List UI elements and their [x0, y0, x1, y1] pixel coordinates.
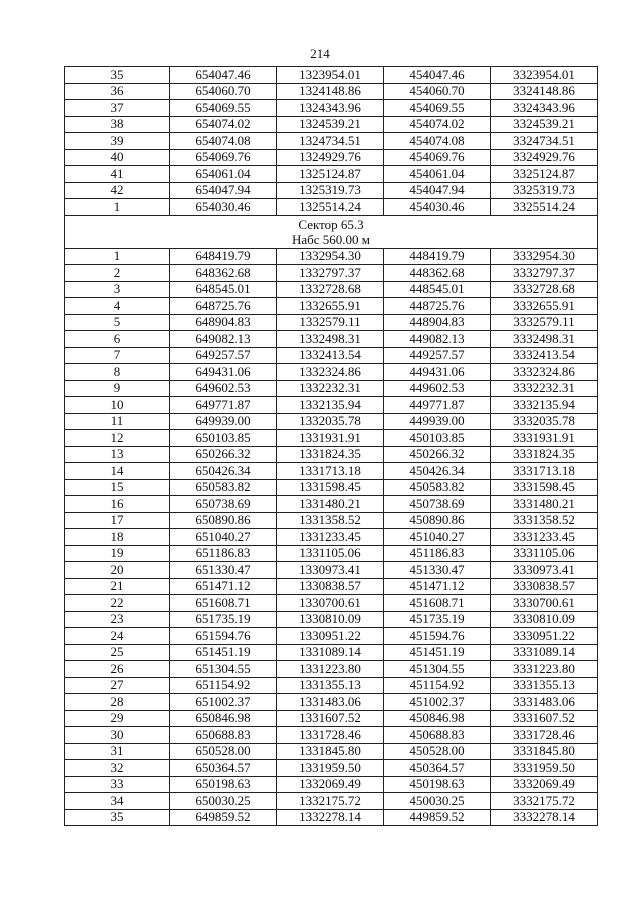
table-row [65, 743, 598, 760]
coordinates-table-bottom [65, 248, 598, 826]
x-coordinate-cell: 650198.63 [170, 776, 277, 793]
x-local-cell: 454047.46 [384, 67, 491, 84]
y-local-cell: 3330951.22 [491, 628, 598, 645]
y-coordinate-cell: 1331845.80 [277, 743, 384, 760]
x-coordinate-cell: 648725.76 [170, 298, 277, 315]
x-local-cell: 450266.32 [384, 446, 491, 463]
x-local-cell: 450426.34 [384, 463, 491, 480]
x-coordinate-cell: 654030.46 [170, 199, 277, 216]
x-coordinate-cell: 650364.57 [170, 760, 277, 777]
table-row [65, 314, 598, 331]
x-local-cell: 451304.55 [384, 661, 491, 678]
x-coordinate-cell: 649939.00 [170, 413, 277, 430]
point-number-cell: 32 [65, 760, 170, 777]
section-header-cell [65, 215, 598, 248]
y-coordinate-cell: 1332175.72 [277, 793, 384, 810]
y-local-cell: 3325124.87 [491, 166, 598, 183]
point-number-cell: 10 [65, 397, 170, 414]
table-row [65, 166, 598, 183]
point-number-cell: 37 [65, 100, 170, 117]
table-row [65, 347, 598, 364]
table-row [65, 248, 598, 265]
x-local-cell: 450738.69 [384, 496, 491, 513]
y-coordinate-cell: 1332278.14 [277, 809, 384, 826]
point-number-cell: 20 [65, 562, 170, 579]
x-local-cell: 450583.82 [384, 479, 491, 496]
x-local-cell: 451471.12 [384, 578, 491, 595]
point-number-cell: 24 [65, 628, 170, 645]
x-local-cell: 450528.00 [384, 743, 491, 760]
x-coordinate-cell: 651608.71 [170, 595, 277, 612]
point-number-cell: 34 [65, 793, 170, 810]
y-coordinate-cell: 1331824.35 [277, 446, 384, 463]
table-row [65, 364, 598, 381]
table-row [65, 281, 598, 298]
point-number-cell: 15 [65, 479, 170, 496]
x-local-cell: 451040.27 [384, 529, 491, 546]
y-coordinate-cell: 1331480.21 [277, 496, 384, 513]
y-coordinate-cell: 1332232.31 [277, 380, 384, 397]
y-coordinate-cell: 1332035.78 [277, 413, 384, 430]
y-coordinate-cell: 1330700.61 [277, 595, 384, 612]
y-local-cell: 3332797.37 [491, 265, 598, 282]
x-coordinate-cell: 651040.27 [170, 529, 277, 546]
point-number-cell: 39 [65, 133, 170, 150]
point-number-cell: 23 [65, 611, 170, 628]
point-number-cell: 3 [65, 281, 170, 298]
y-local-cell: 3332175.72 [491, 793, 598, 810]
point-number-cell: 41 [65, 166, 170, 183]
point-number-cell: 35 [65, 809, 170, 826]
y-coordinate-cell: 1325514.24 [277, 199, 384, 216]
y-local-cell: 3332069.49 [491, 776, 598, 793]
point-number-cell: 9 [65, 380, 170, 397]
y-coordinate-cell: 1331355.13 [277, 677, 384, 694]
point-number-cell: 18 [65, 529, 170, 546]
table-row [65, 578, 598, 595]
table-row [65, 397, 598, 414]
y-local-cell: 3331233.45 [491, 529, 598, 546]
y-coordinate-cell: 1324343.96 [277, 100, 384, 117]
y-local-cell: 3331105.06 [491, 545, 598, 562]
y-coordinate-cell: 1331931.91 [277, 430, 384, 447]
y-coordinate-cell: 1332728.68 [277, 281, 384, 298]
point-number-cell: 7 [65, 347, 170, 364]
x-local-cell: 449431.06 [384, 364, 491, 381]
x-coordinate-cell: 651594.76 [170, 628, 277, 645]
point-number-cell: 29 [65, 710, 170, 727]
y-local-cell: 3324148.86 [491, 83, 598, 100]
y-coordinate-cell: 1330951.22 [277, 628, 384, 645]
table-row [65, 710, 598, 727]
x-local-cell: 450688.83 [384, 727, 491, 744]
x-local-cell: 449602.53 [384, 380, 491, 397]
point-number-cell: 1 [65, 199, 170, 216]
x-coordinate-cell: 651735.19 [170, 611, 277, 628]
x-coordinate-cell: 650266.32 [170, 446, 277, 463]
table-row [65, 545, 598, 562]
y-local-cell: 3331223.80 [491, 661, 598, 678]
x-coordinate-cell: 650688.83 [170, 727, 277, 744]
x-local-cell: 450030.25 [384, 793, 491, 810]
table-row [65, 430, 598, 447]
y-coordinate-cell: 1331358.52 [277, 512, 384, 529]
table-row [65, 595, 598, 612]
y-local-cell: 3325514.24 [491, 199, 598, 216]
y-local-cell: 3331607.52 [491, 710, 598, 727]
point-number-cell: 26 [65, 661, 170, 678]
point-number-cell: 31 [65, 743, 170, 760]
x-coordinate-cell: 654060.70 [170, 83, 277, 100]
y-local-cell: 3332278.14 [491, 809, 598, 826]
section-subtitle: Набс 560.00 м [291, 231, 371, 247]
page-number: 214 [310, 46, 330, 61]
y-coordinate-cell: 1331105.06 [277, 545, 384, 562]
x-coordinate-cell: 654069.76 [170, 149, 277, 166]
x-local-cell: 454060.70 [384, 83, 491, 100]
point-number-cell: 13 [65, 446, 170, 463]
x-local-cell: 449257.57 [384, 347, 491, 364]
y-coordinate-cell: 1325124.87 [277, 166, 384, 183]
point-number-cell: 16 [65, 496, 170, 513]
y-local-cell: 3330810.09 [491, 611, 598, 628]
y-local-cell: 3332035.78 [491, 413, 598, 430]
y-coordinate-cell: 1324539.21 [277, 116, 384, 133]
point-number-cell: 28 [65, 694, 170, 711]
point-number-cell: 14 [65, 463, 170, 480]
y-local-cell: 3331480.21 [491, 496, 598, 513]
table-row [65, 644, 598, 661]
y-coordinate-cell: 1331598.45 [277, 479, 384, 496]
x-local-cell: 454030.46 [384, 199, 491, 216]
x-local-cell: 448725.76 [384, 298, 491, 315]
y-coordinate-cell: 1332797.37 [277, 265, 384, 282]
point-number-cell: 21 [65, 578, 170, 595]
table-row [65, 149, 598, 166]
x-coordinate-cell: 650890.86 [170, 512, 277, 529]
y-coordinate-cell: 1331233.45 [277, 529, 384, 546]
x-coordinate-cell: 650846.98 [170, 710, 277, 727]
x-local-cell: 451154.92 [384, 677, 491, 694]
table-row [65, 496, 598, 513]
y-local-cell: 3332413.54 [491, 347, 598, 364]
point-number-cell: 40 [65, 149, 170, 166]
point-number-cell: 2 [65, 265, 170, 282]
section-title: Сектор 65.3 [298, 216, 364, 232]
y-local-cell: 3331728.46 [491, 727, 598, 744]
point-number-cell: 17 [65, 512, 170, 529]
x-local-cell: 451451.19 [384, 644, 491, 661]
table-row [65, 331, 598, 348]
y-local-cell: 3332498.31 [491, 331, 598, 348]
table-row [65, 512, 598, 529]
x-coordinate-cell: 654074.08 [170, 133, 277, 150]
y-coordinate-cell: 1332135.94 [277, 397, 384, 414]
y-local-cell: 3331089.14 [491, 644, 598, 661]
table-row [65, 760, 598, 777]
x-coordinate-cell: 648362.68 [170, 265, 277, 282]
y-local-cell: 3332655.91 [491, 298, 598, 315]
y-local-cell: 3324539.21 [491, 116, 598, 133]
x-coordinate-cell: 650738.69 [170, 496, 277, 513]
x-local-cell: 450103.85 [384, 430, 491, 447]
table-row [65, 661, 598, 678]
x-local-cell: 451186.83 [384, 545, 491, 562]
x-coordinate-cell: 651304.55 [170, 661, 277, 678]
y-local-cell: 3331824.35 [491, 446, 598, 463]
x-local-cell: 451330.47 [384, 562, 491, 579]
y-coordinate-cell: 1331607.52 [277, 710, 384, 727]
x-coordinate-cell: 651330.47 [170, 562, 277, 579]
y-coordinate-cell: 1331959.50 [277, 760, 384, 777]
y-coordinate-cell: 1330810.09 [277, 611, 384, 628]
x-local-cell: 451608.71 [384, 595, 491, 612]
point-number-cell: 19 [65, 545, 170, 562]
point-number-cell: 42 [65, 182, 170, 199]
coordinates-table-top [65, 67, 598, 216]
y-coordinate-cell: 1331089.14 [277, 644, 384, 661]
y-local-cell: 3332954.30 [491, 248, 598, 265]
table-row [65, 116, 598, 133]
table-row [65, 67, 598, 84]
point-number-cell: 1 [65, 248, 170, 265]
table-row [65, 413, 598, 430]
point-number-cell: 4 [65, 298, 170, 315]
x-local-cell: 454074.08 [384, 133, 491, 150]
y-coordinate-cell: 1332498.31 [277, 331, 384, 348]
x-coordinate-cell: 654074.02 [170, 116, 277, 133]
x-coordinate-cell: 651186.83 [170, 545, 277, 562]
y-local-cell: 3323954.01 [491, 67, 598, 84]
x-coordinate-cell: 651154.92 [170, 677, 277, 694]
x-coordinate-cell: 649082.13 [170, 331, 277, 348]
y-local-cell: 3332579.11 [491, 314, 598, 331]
y-coordinate-cell: 1330838.57 [277, 578, 384, 595]
table-row [65, 463, 598, 480]
y-local-cell: 3332728.68 [491, 281, 598, 298]
y-coordinate-cell: 1332954.30 [277, 248, 384, 265]
y-local-cell: 3330973.41 [491, 562, 598, 579]
point-number-cell: 33 [65, 776, 170, 793]
table-row [65, 83, 598, 100]
point-number-cell: 30 [65, 727, 170, 744]
x-coordinate-cell: 651451.19 [170, 644, 277, 661]
y-local-cell: 3324929.76 [491, 149, 598, 166]
table-row [65, 727, 598, 744]
y-coordinate-cell: 1331223.80 [277, 661, 384, 678]
x-local-cell: 448362.68 [384, 265, 491, 282]
x-local-cell: 451735.19 [384, 611, 491, 628]
point-number-cell: 38 [65, 116, 170, 133]
point-number-cell: 12 [65, 430, 170, 447]
x-coordinate-cell: 648419.79 [170, 248, 277, 265]
x-coordinate-cell: 650528.00 [170, 743, 277, 760]
x-local-cell: 454047.94 [384, 182, 491, 199]
table-row [65, 628, 598, 645]
point-number-cell: 22 [65, 595, 170, 612]
point-number-cell: 25 [65, 644, 170, 661]
table-row [65, 694, 598, 711]
point-number-cell: 36 [65, 83, 170, 100]
x-local-cell: 448419.79 [384, 248, 491, 265]
point-number-cell: 8 [65, 364, 170, 381]
table-row [65, 446, 598, 463]
x-coordinate-cell: 650583.82 [170, 479, 277, 496]
x-local-cell: 454069.55 [384, 100, 491, 117]
x-coordinate-cell: 651471.12 [170, 578, 277, 595]
table-row [65, 776, 598, 793]
table-row [65, 133, 598, 150]
x-local-cell: 449939.00 [384, 413, 491, 430]
table-row [65, 380, 598, 397]
y-coordinate-cell: 1332324.86 [277, 364, 384, 381]
table-row [65, 265, 598, 282]
y-local-cell: 3331358.52 [491, 512, 598, 529]
x-coordinate-cell: 651002.37 [170, 694, 277, 711]
y-coordinate-cell: 1330973.41 [277, 562, 384, 579]
y-coordinate-cell: 1324929.76 [277, 149, 384, 166]
y-local-cell: 3331845.80 [491, 743, 598, 760]
table-row [65, 479, 598, 496]
x-coordinate-cell: 654047.94 [170, 182, 277, 199]
x-coordinate-cell: 649257.57 [170, 347, 277, 364]
table-row [65, 793, 598, 810]
table-row [65, 529, 598, 546]
table-row [65, 100, 598, 117]
table-row [65, 809, 598, 826]
y-local-cell: 3332324.86 [491, 364, 598, 381]
y-local-cell: 3331713.18 [491, 463, 598, 480]
y-coordinate-cell: 1332413.54 [277, 347, 384, 364]
x-local-cell: 449082.13 [384, 331, 491, 348]
y-coordinate-cell: 1323954.01 [277, 67, 384, 84]
x-local-cell: 450890.86 [384, 512, 491, 529]
x-coordinate-cell: 654069.55 [170, 100, 277, 117]
y-coordinate-cell: 1332655.91 [277, 298, 384, 315]
x-local-cell: 450364.57 [384, 760, 491, 777]
x-coordinate-cell: 649771.87 [170, 397, 277, 414]
y-local-cell: 3325319.73 [491, 182, 598, 199]
y-local-cell: 3331355.13 [491, 677, 598, 694]
x-local-cell: 449771.87 [384, 397, 491, 414]
x-coordinate-cell: 649602.53 [170, 380, 277, 397]
table-row [65, 611, 598, 628]
x-coordinate-cell: 654061.04 [170, 166, 277, 183]
x-coordinate-cell: 654047.46 [170, 67, 277, 84]
section-header [65, 215, 598, 248]
table-row [65, 677, 598, 694]
table-row [65, 182, 598, 199]
x-coordinate-cell: 648545.01 [170, 281, 277, 298]
table-row [65, 298, 598, 315]
y-coordinate-cell: 1324148.86 [277, 83, 384, 100]
point-number-cell: 6 [65, 331, 170, 348]
y-local-cell: 3324343.96 [491, 100, 598, 117]
point-number-cell: 35 [65, 67, 170, 84]
x-local-cell: 448904.83 [384, 314, 491, 331]
y-coordinate-cell: 1332579.11 [277, 314, 384, 331]
x-local-cell: 454074.02 [384, 116, 491, 133]
table-row [65, 199, 598, 216]
y-local-cell: 3330838.57 [491, 578, 598, 595]
coordinates-table [64, 66, 598, 826]
y-local-cell: 3332232.31 [491, 380, 598, 397]
y-coordinate-cell: 1331713.18 [277, 463, 384, 480]
x-local-cell: 451002.37 [384, 694, 491, 711]
x-coordinate-cell: 650030.25 [170, 793, 277, 810]
section-header-row [65, 215, 598, 248]
x-coordinate-cell: 649859.52 [170, 809, 277, 826]
point-number-cell: 5 [65, 314, 170, 331]
y-coordinate-cell: 1324734.51 [277, 133, 384, 150]
y-local-cell: 3332135.94 [491, 397, 598, 414]
x-coordinate-cell: 650103.85 [170, 430, 277, 447]
x-local-cell: 449859.52 [384, 809, 491, 826]
y-coordinate-cell: 1331728.46 [277, 727, 384, 744]
y-local-cell: 3330700.61 [491, 595, 598, 612]
y-local-cell: 3331598.45 [491, 479, 598, 496]
table-row [65, 562, 598, 579]
x-local-cell: 448545.01 [384, 281, 491, 298]
y-local-cell: 3324734.51 [491, 133, 598, 150]
x-local-cell: 450198.63 [384, 776, 491, 793]
point-number-cell: 11 [65, 413, 170, 430]
point-number-cell: 27 [65, 677, 170, 694]
x-local-cell: 450846.98 [384, 710, 491, 727]
y-local-cell: 3331931.91 [491, 430, 598, 447]
x-local-cell: 451594.76 [384, 628, 491, 645]
x-coordinate-cell: 650426.34 [170, 463, 277, 480]
x-local-cell: 454069.76 [384, 149, 491, 166]
y-coordinate-cell: 1332069.49 [277, 776, 384, 793]
y-coordinate-cell: 1325319.73 [277, 182, 384, 199]
y-local-cell: 3331483.06 [491, 694, 598, 711]
x-coordinate-cell: 649431.06 [170, 364, 277, 381]
x-coordinate-cell: 648904.83 [170, 314, 277, 331]
y-local-cell: 3331959.50 [491, 760, 598, 777]
y-coordinate-cell: 1331483.06 [277, 694, 384, 711]
x-local-cell: 454061.04 [384, 166, 491, 183]
